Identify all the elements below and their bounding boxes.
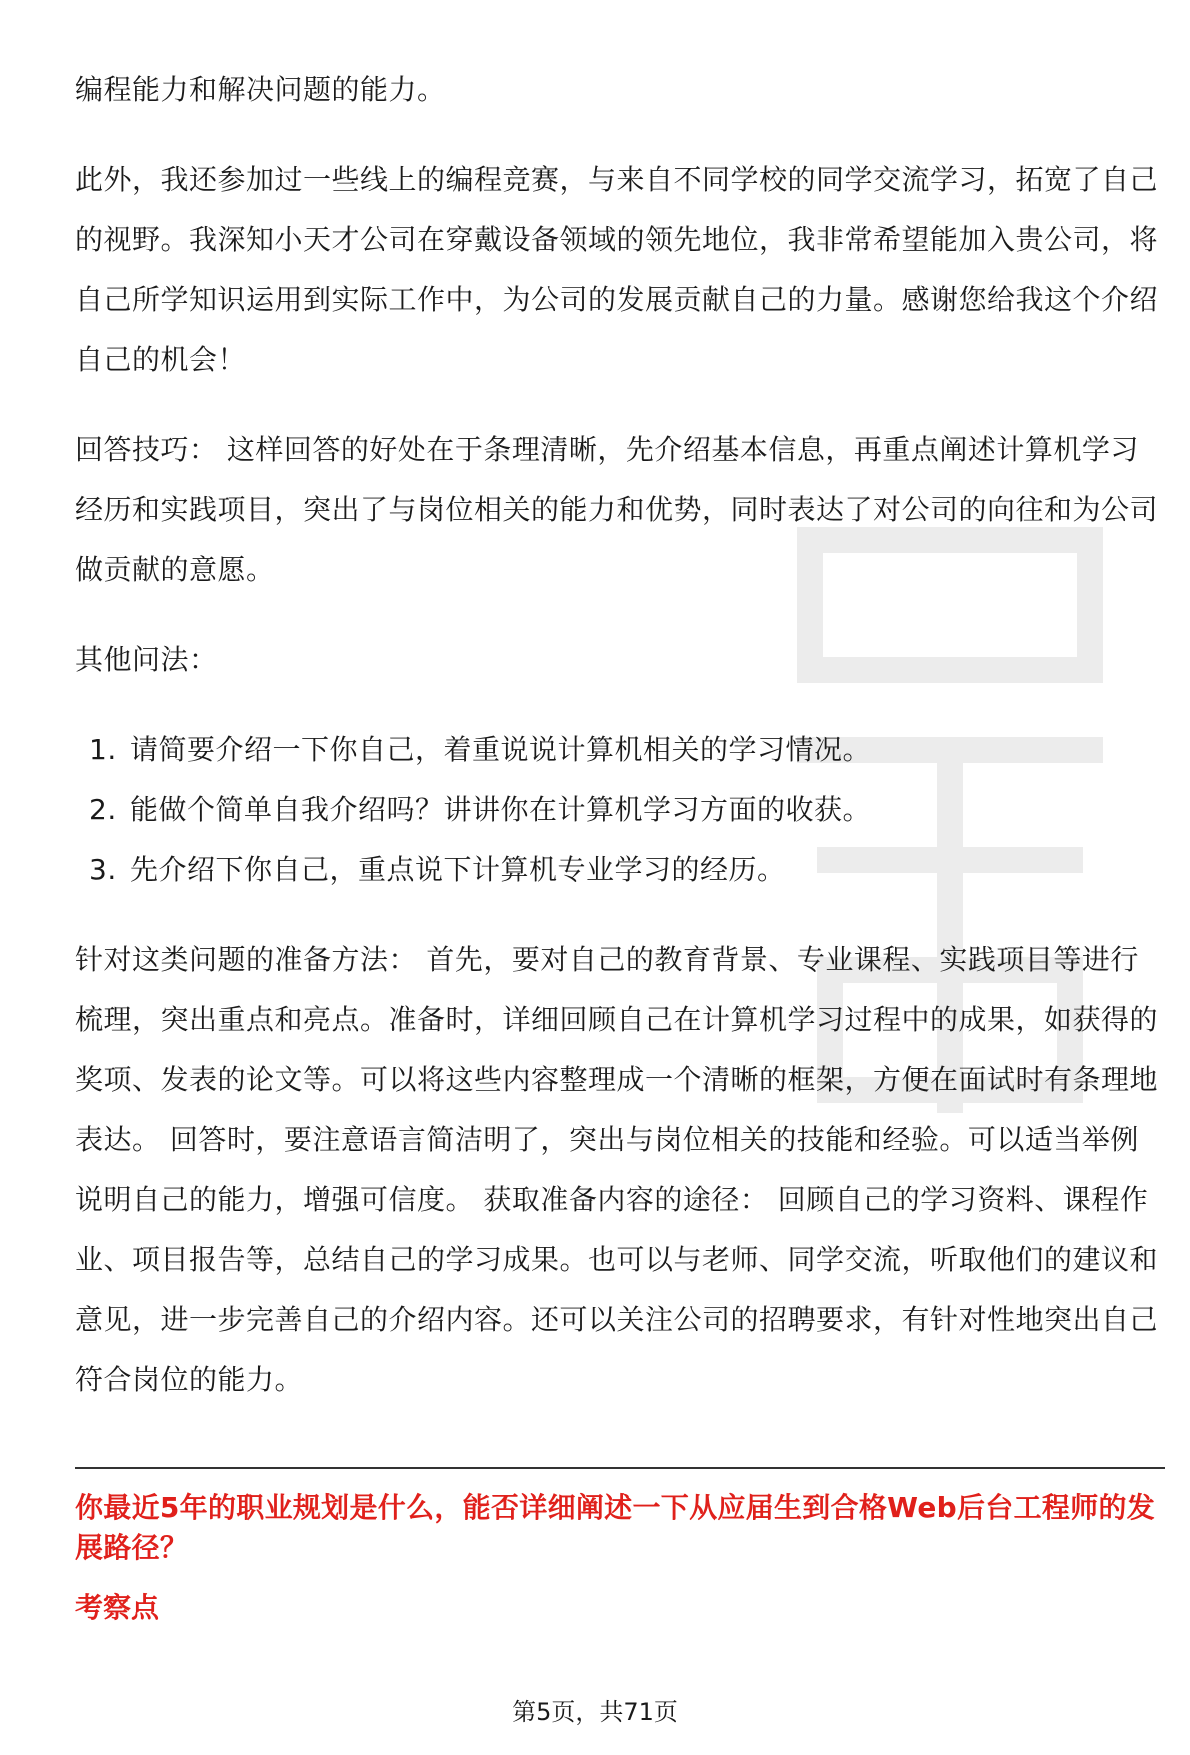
paragraph-competitions: 此外，我还参加过一些线上的编程竞赛，与来自不同学校的同学交流学习，拓宽了自己的视野。我深知小天才公司在穿戴设备领域的领先地位，我非常希望能加入贵公司，将自己所学知识运用到实际工作中，为公司的发展贡献自己的力量。感谢您给我这个介绍自己的机会！ bbox=[75, 163, 1159, 376]
page-number-footer: 第5页，共71页 bbox=[512, 1698, 678, 1726]
assessment-points-heading: 考察点 bbox=[75, 1591, 160, 1624]
list-item-number: 3. bbox=[89, 853, 117, 886]
list-item-text: 先介绍下你自己，重点说下计算机专业学习的经历。 bbox=[130, 853, 786, 886]
paragraph-other-questions-label: 其他问法： bbox=[75, 643, 218, 676]
section-divider bbox=[75, 1467, 1165, 1469]
list-item bbox=[75, 720, 1165, 780]
paragraph-intro-end: 编程能力和解决问题的能力。 bbox=[75, 73, 446, 106]
article-body bbox=[75, 60, 1165, 1410]
list-item bbox=[75, 840, 1165, 900]
other-questions-list bbox=[75, 720, 1165, 900]
next-question-heading: 你最近5年的职业规划是什么，能否详细阐述一下从应届生到合格Web后台工程师的发展路径？ bbox=[75, 1491, 1156, 1564]
paragraph-answer-tips: 回答技巧： 这样回答的好处在于条理清晰，先介绍基本信息，再重点阐述计算机学习经历和实践项目，突出了与岗位相关的能力和优势，同时表达了对公司的向往和为公司做贡献的意愿。 bbox=[75, 433, 1159, 586]
paragraph-preparation-methods: 针对这类问题的准备方法： 首先，要对自己的教育背景、专业课程、实践项目等进行梳理，突出重点和亮点。准备时，详细回顾自己在计算机学习过程中的成果，如获得的奖项、发表的论文等。可以将这些内容整理成一个清晰的框架，方便在面试时有条理地表达。 回答时，要注意语言简洁明了，突出与岗位相关的技能和经验。可以适当举例说明自己的能力，增强可信度。 获取准备内容的途径： 回顾自己的学习资料、课程作业、项目报告等，总结自己的学习成果。也可以与老师、同学交流，听取他们的建议和意见，进一步完善自己的介绍内容。还可以关注公司的招聘要求，有针对性地突出自己符合岗位的能力。 bbox=[75, 943, 1159, 1396]
list-item-number: 1. bbox=[89, 733, 117, 766]
list-item-text: 能做个简单自我介绍吗？讲讲你在计算机学习方面的收获。 bbox=[130, 793, 872, 826]
list-item-text: 请简要介绍一下你自己，着重说说计算机相关的学习情况。 bbox=[130, 733, 872, 766]
list-item bbox=[75, 780, 1165, 840]
list-item-number: 2. bbox=[89, 793, 117, 826]
